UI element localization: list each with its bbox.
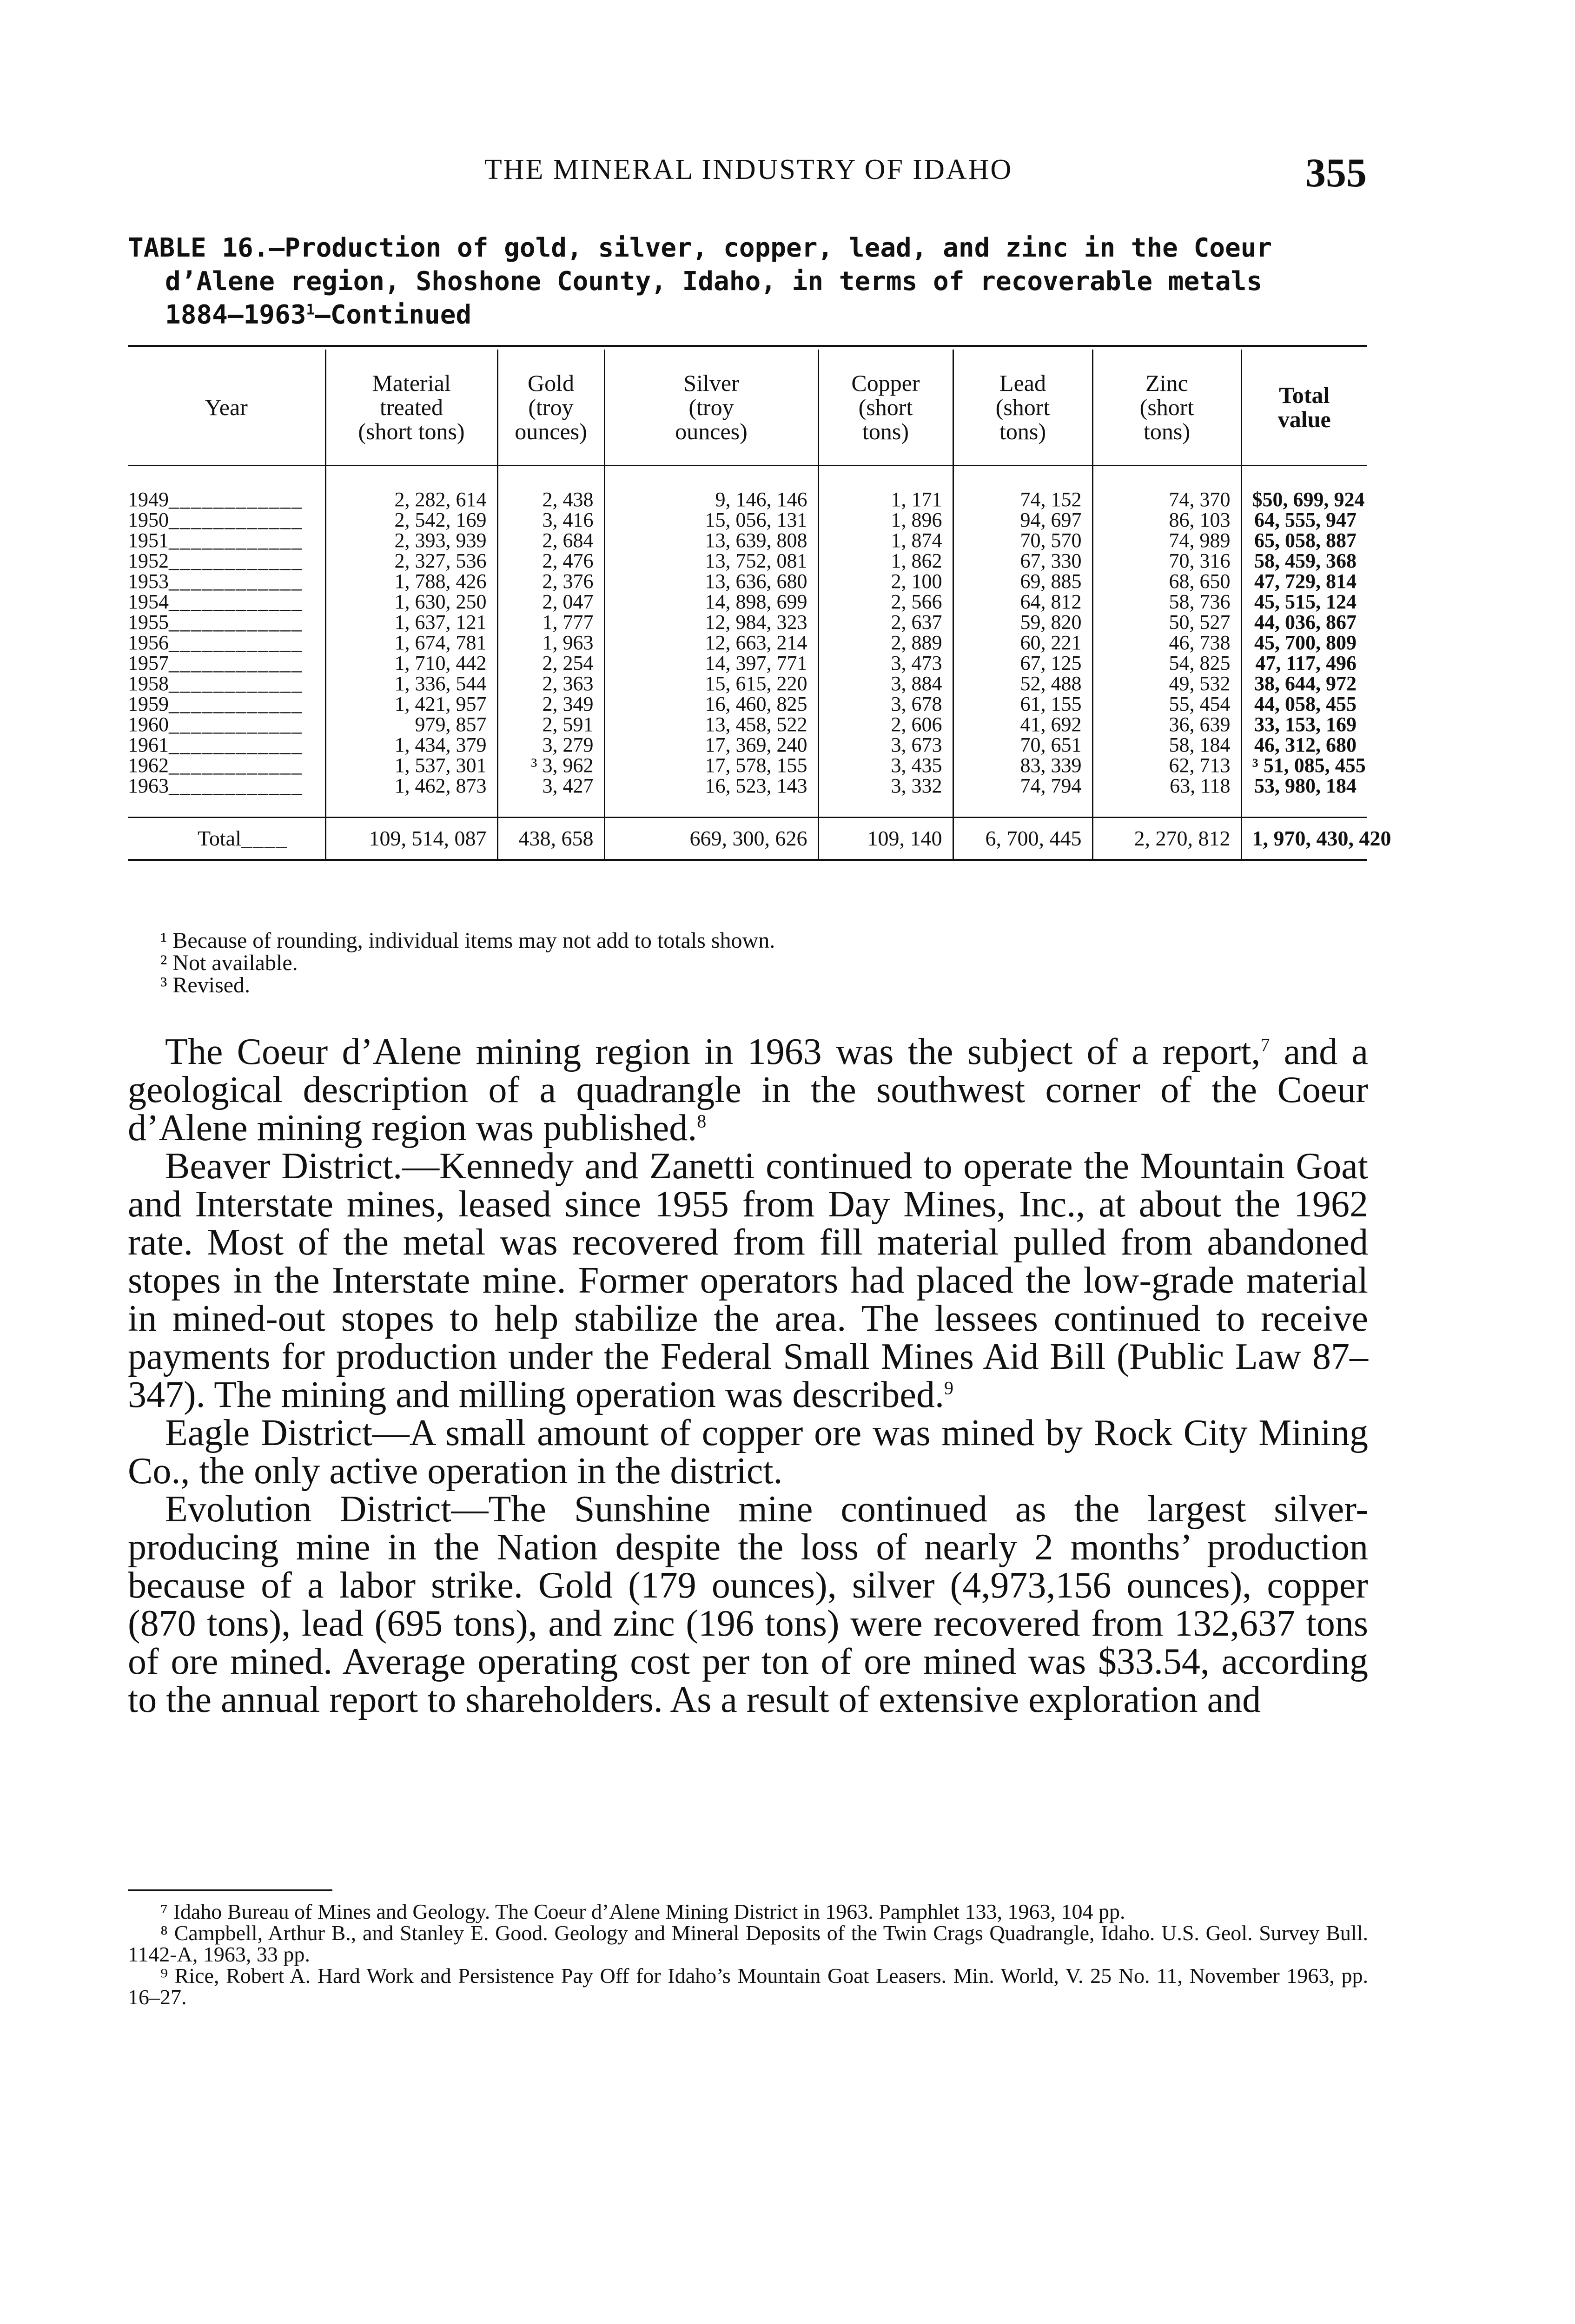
cell-silver: 12, 984, 323 <box>604 612 818 633</box>
header-lead-line: Lead <box>999 370 1046 396</box>
cell-zinc: 49, 532 <box>1092 673 1241 694</box>
dot-leader: ____________ <box>169 652 303 674</box>
cell-year <box>128 466 325 510</box>
paragraph-beaver-text: Beaver District.—Kennedy and Zanetti continued to operate the Mountain Goat and Interstate mines, leased since 1955 from Day Mines, Inc., at about the 1962 rate. Most of the metal was recovered from fill material pulled from abandoned stopes in the Interstate mine. Former operators had placed the low-grade material in mined-out stopes to help stabilize the area. The lessees continued to receive payments for production under the Federal Small Mines Aid Bill (Public Law 87–347). The mining and milling operation was described. <box>128 1146 1368 1415</box>
paragraph-report <box>128 1033 1368 1147</box>
table-row <box>128 612 1367 633</box>
table-row <box>128 653 1367 673</box>
total-total: 1, 970, 430, 420 <box>1241 818 1367 860</box>
cell-total: 46, 312, 680 <box>1241 735 1367 755</box>
cell-zinc: 70, 316 <box>1092 551 1241 571</box>
caption-footnote-mark: 1 <box>306 301 315 318</box>
header-material-line: (short tons) <box>358 418 465 444</box>
cell-copper: 3, 435 <box>818 755 953 776</box>
header-gold <box>497 350 604 466</box>
cell-material: 979, 857 <box>325 714 497 735</box>
header-material <box>325 350 497 466</box>
cell-gold: 3, 279 <box>497 735 604 755</box>
dot-leader: ____________ <box>169 590 303 613</box>
cell-total: ³ 51, 085, 455 <box>1241 755 1367 776</box>
cell-zinc: 46, 738 <box>1092 633 1241 653</box>
cell-total: 33, 153, 169 <box>1241 714 1367 735</box>
cell-silver: 16, 523, 143 <box>604 776 818 818</box>
cell-silver: 15, 615, 220 <box>604 673 818 694</box>
cell-material: 1, 434, 379 <box>325 735 497 755</box>
table-row <box>128 592 1367 612</box>
table-row <box>128 694 1367 714</box>
dot-leader: ____________ <box>169 774 303 797</box>
cell-silver: 13, 636, 680 <box>604 571 818 592</box>
cell-silver: 13, 458, 522 <box>604 714 818 735</box>
cell-gold: 2, 591 <box>497 714 604 735</box>
year-text: 1956 <box>128 631 169 654</box>
cell-gold: 2, 363 <box>497 673 604 694</box>
cell-total: 44, 058, 455 <box>1241 694 1367 714</box>
dot-leader: ____________ <box>169 549 303 572</box>
cell-total: 45, 515, 124 <box>1241 592 1367 612</box>
header-row <box>128 350 1367 466</box>
cell-zinc: 58, 736 <box>1092 592 1241 612</box>
table-note-2: ² Not available. <box>160 951 298 975</box>
cell-copper: 3, 473 <box>818 653 953 673</box>
year-text: 1958 <box>128 672 169 695</box>
cell-zinc: 50, 527 <box>1092 612 1241 633</box>
cell-copper: 1, 862 <box>818 551 953 571</box>
cell-material: 1, 710, 442 <box>325 653 497 673</box>
paragraph-report-text-2: and a geological description of a quadrangle in the southwest corner of the Coeur d’Alene mining region was published. <box>128 1031 1369 1149</box>
table-row <box>128 633 1367 653</box>
page-number: 355 <box>1305 151 1367 196</box>
dot-leader: ____________ <box>169 693 303 715</box>
header-gold-line: ounces) <box>515 418 587 444</box>
dot-leader: ____________ <box>169 754 303 777</box>
cell-zinc: 54, 825 <box>1092 653 1241 673</box>
header-year <box>128 350 325 466</box>
cell-gold: 2, 376 <box>497 571 604 592</box>
cell-year <box>128 714 325 735</box>
cell-year <box>128 571 325 592</box>
cell-gold: 3, 427 <box>497 776 604 818</box>
body-text <box>128 1033 1368 1719</box>
year-text: 1954 <box>128 590 169 613</box>
footnotes <box>128 1901 1368 2008</box>
dot-leader: ____________ <box>169 570 303 593</box>
dot-leader: ____________ <box>169 631 303 654</box>
header-silver-line: ounces) <box>675 418 748 444</box>
header-total-line: Total <box>1279 382 1330 408</box>
footnote-8: ⁸ Campbell, Arthur B., and Stanley E. Good. Geology and Mineral Deposits of the Twin Crags Quadrangle, Idaho. U.S. Geol. Survey Bull. 1142-A, 1963, 33 pp. <box>128 1921 1368 1966</box>
header-silver <box>604 350 818 466</box>
cell-lead: 74, 794 <box>953 776 1092 818</box>
cell-gold: 2, 438 <box>497 466 604 510</box>
cell-total: 47, 729, 814 <box>1241 571 1367 592</box>
cell-gold: 2, 349 <box>497 694 604 714</box>
table-notes <box>160 930 1323 997</box>
cell-year <box>128 755 325 776</box>
cell-material: 2, 327, 536 <box>325 551 497 571</box>
header-lead-line: tons) <box>999 418 1046 444</box>
cell-year <box>128 592 325 612</box>
cell-material: 1, 537, 301 <box>325 755 497 776</box>
cell-gold: ³ 3, 962 <box>497 755 604 776</box>
header-year-line: Year <box>205 394 248 420</box>
paragraph-evolution-district: Evolution District—The Sunshine mine continued as the largest silver-producing mine in the Nation despite the loss of nearly 2 months’ production because of a labor strike. Gold (179 ounces), silver (4,973,156 ounces), copper (870 tons), lead (695 tons), and zinc (196 tons) were recovered from 132,637 tons of ore mined. Average operating cost per ton of ore mined was $33.54, according to the annual report to shareholders. As a result of extensive exploration and <box>128 1489 1368 1720</box>
caption-line-1: TABLE 16.—Production of gold, silver, copper, lead, and zinc in the Coeur <box>128 233 1272 263</box>
table-row <box>128 755 1367 776</box>
caption-years: 1884–1963 <box>165 300 306 330</box>
cell-year <box>128 551 325 571</box>
cell-silver: 9, 146, 146 <box>604 466 818 510</box>
total-silver: 669, 300, 626 <box>604 818 818 860</box>
cell-silver: 17, 369, 240 <box>604 735 818 755</box>
cell-total: 47, 117, 496 <box>1241 653 1367 673</box>
year-text: 1961 <box>128 733 169 756</box>
cell-lead: 59, 820 <box>953 612 1092 633</box>
cell-total: 44, 036, 867 <box>1241 612 1367 633</box>
cell-zinc: 86, 103 <box>1092 510 1241 530</box>
year-text: 1955 <box>128 611 169 634</box>
caption-line-2: d’Alene region, Shoshone County, Idaho, in terms of recoverable metals <box>165 266 1263 297</box>
year-text: 1953 <box>128 570 169 593</box>
dot-leader: ____________ <box>169 713 303 736</box>
cell-silver: 13, 639, 808 <box>604 530 818 551</box>
header-lead <box>953 350 1092 466</box>
paragraph-beaver-district <box>128 1147 1368 1414</box>
cell-gold: 2, 254 <box>497 653 604 673</box>
year-text: 1963 <box>128 774 169 797</box>
running-head <box>130 150 1367 196</box>
cell-material: 1, 674, 781 <box>325 633 497 653</box>
table-body <box>128 466 1391 860</box>
caption-continued: —Continued <box>314 300 472 330</box>
cell-lead: 41, 692 <box>953 714 1092 735</box>
cell-year <box>128 694 325 714</box>
cell-lead: 64, 812 <box>953 592 1092 612</box>
footnote-9: ⁹ Rice, Robert A. Hard Work and Persistence Pay Off for Idaho’s Mountain Goat Leasers. Min. World, V. 25 No. 11, November 1963, pp. 16–27. <box>128 1964 1368 2009</box>
cell-zinc: 74, 989 <box>1092 530 1241 551</box>
cell-lead: 70, 570 <box>953 530 1092 551</box>
header-zinc-line: tons) <box>1144 418 1190 444</box>
footnote-ref-7: 7 <box>1260 1034 1270 1056</box>
cell-year <box>128 653 325 673</box>
table-caption <box>128 231 1369 332</box>
cell-total: 65, 058, 887 <box>1241 530 1367 551</box>
header-material-line: treated <box>379 394 443 420</box>
cell-copper: 2, 637 <box>818 612 953 633</box>
table-row <box>128 776 1367 818</box>
dot-leader: ____________ <box>169 529 303 552</box>
total-row <box>128 818 1367 860</box>
cell-copper: 3, 673 <box>818 735 953 755</box>
cell-gold: 1, 777 <box>497 612 604 633</box>
cell-silver: 15, 056, 131 <box>604 510 818 530</box>
cell-gold: 2, 047 <box>497 592 604 612</box>
cell-copper: 3, 332 <box>818 776 953 818</box>
year-text: 1957 <box>128 652 169 674</box>
year-text: 1951 <box>128 529 169 552</box>
cell-lead: 61, 155 <box>953 694 1092 714</box>
cell-lead: 69, 885 <box>953 571 1092 592</box>
table-row <box>128 714 1367 735</box>
production-table <box>128 350 1391 861</box>
cell-copper: 3, 884 <box>818 673 953 694</box>
cell-gold: 3, 416 <box>497 510 604 530</box>
cell-lead: 67, 125 <box>953 653 1092 673</box>
dot-leader: ____________ <box>169 508 303 531</box>
header-total-line: value <box>1277 406 1331 432</box>
dot-leader: ____ <box>241 826 288 850</box>
cell-total: 45, 700, 809 <box>1241 633 1367 653</box>
cell-silver: 17, 578, 155 <box>604 755 818 776</box>
cell-total: 38, 644, 972 <box>1241 673 1367 694</box>
header-lead-line: (short <box>995 394 1050 420</box>
header-copper <box>818 350 953 466</box>
footnote-ref-8: 8 <box>697 1110 707 1132</box>
cell-material: 1, 637, 121 <box>325 612 497 633</box>
dot-leader: ____________ <box>169 733 303 756</box>
table-row <box>128 571 1367 592</box>
cell-material: 2, 542, 169 <box>325 510 497 530</box>
footnote-7: ⁷ Idaho Bureau of Mines and Geology. The Coeur d’Alene Mining District in 1963. Pamphlet 133, 1963, 104 pp. <box>160 1900 1125 1923</box>
paragraph-report-text: The Coeur d’Alene mining region in 1963 was the subject of a report, <box>165 1031 1261 1072</box>
dot-leader: ____________ <box>169 488 303 511</box>
cell-material: 1, 788, 426 <box>325 571 497 592</box>
header-zinc-line: (short <box>1139 394 1194 420</box>
cell-zinc: 36, 639 <box>1092 714 1241 735</box>
table-row <box>128 673 1367 694</box>
caption-line-3 <box>128 298 1369 332</box>
dot-leader: ____________ <box>169 672 303 695</box>
header-copper-line: Copper <box>851 370 920 396</box>
cell-year <box>128 776 325 818</box>
cell-year <box>128 510 325 530</box>
year-text: 1960 <box>128 713 169 736</box>
footnote-ref-9: 9 <box>944 1377 953 1399</box>
cell-material: 1, 336, 544 <box>325 673 497 694</box>
running-title: THE MINERAL INDUSTRY OF IDAHO <box>484 154 1013 185</box>
header-copper-line: tons) <box>862 418 909 444</box>
table-row <box>128 466 1367 510</box>
cell-year <box>128 612 325 633</box>
header-zinc-line: Zinc <box>1145 370 1188 396</box>
cell-silver: 12, 663, 214 <box>604 633 818 653</box>
table-row <box>128 530 1367 551</box>
cell-lead: 70, 651 <box>953 735 1092 755</box>
cell-material: 2, 282, 614 <box>325 466 497 510</box>
cell-zinc: 68, 650 <box>1092 571 1241 592</box>
cell-gold: 2, 476 <box>497 551 604 571</box>
cell-silver: 14, 898, 699 <box>604 592 818 612</box>
cell-lead: 74, 152 <box>953 466 1092 510</box>
cell-silver: 13, 752, 081 <box>604 551 818 571</box>
cell-total: 64, 555, 947 <box>1241 510 1367 530</box>
cell-total: 53, 980, 184 <box>1241 776 1367 818</box>
dot-leader: ____________ <box>169 611 303 634</box>
cell-gold: 1, 963 <box>497 633 604 653</box>
cell-copper: 2, 100 <box>818 571 953 592</box>
table-header <box>128 350 1367 466</box>
table-note-3: ³ Revised. <box>160 973 251 997</box>
cell-zinc: 63, 118 <box>1092 776 1241 818</box>
total-zinc: 2, 270, 812 <box>1092 818 1241 860</box>
cell-material: 1, 630, 250 <box>325 592 497 612</box>
cell-year <box>128 673 325 694</box>
cell-zinc: 62, 713 <box>1092 755 1241 776</box>
year-text: 1949 <box>128 488 169 511</box>
cell-copper: 1, 896 <box>818 510 953 530</box>
year-text: 1959 <box>128 693 169 715</box>
cell-year <box>128 530 325 551</box>
header-silver-line: (troy <box>688 394 734 420</box>
year-text: 1952 <box>128 549 169 572</box>
cell-total: 58, 459, 368 <box>1241 551 1367 571</box>
header-zinc <box>1092 350 1241 466</box>
cell-lead: 60, 221 <box>953 633 1092 653</box>
cell-copper: 1, 171 <box>818 466 953 510</box>
cell-zinc: 74, 370 <box>1092 466 1241 510</box>
total-gold: 438, 658 <box>497 818 604 860</box>
cell-gold: 2, 684 <box>497 530 604 551</box>
cell-copper: 2, 566 <box>818 592 953 612</box>
cell-copper: 2, 606 <box>818 714 953 735</box>
total-label: Total <box>198 826 241 850</box>
cell-zinc: 55, 454 <box>1092 694 1241 714</box>
cell-silver: 16, 460, 825 <box>604 694 818 714</box>
table-top-rule <box>128 345 1367 347</box>
header-total <box>1241 350 1367 466</box>
cell-lead: 52, 488 <box>953 673 1092 694</box>
year-text: 1962 <box>128 754 169 777</box>
year-text: 1950 <box>128 508 169 531</box>
cell-zinc: 58, 184 <box>1092 735 1241 755</box>
table-row <box>128 735 1367 755</box>
cell-silver: 14, 397, 771 <box>604 653 818 673</box>
table-note-1: ¹ Because of rounding, individual items may not add to totals shown. <box>160 928 775 953</box>
total-material: 109, 514, 087 <box>325 818 497 860</box>
cell-lead: 83, 339 <box>953 755 1092 776</box>
header-gold-line: (troy <box>528 394 574 420</box>
cell-material: 1, 421, 957 <box>325 694 497 714</box>
table-row <box>128 551 1367 571</box>
header-copper-line: (short <box>858 394 913 420</box>
cell-material: 2, 393, 939 <box>325 530 497 551</box>
cell-total: $50, 699, 924 <box>1241 466 1367 510</box>
paragraph-eagle-district: Eagle District—A small amount of copper ore was mined by Rock City Mining Co., the only active operation in the district. <box>128 1413 1368 1492</box>
table-row <box>128 510 1367 530</box>
cell-copper: 2, 889 <box>818 633 953 653</box>
cell-year <box>128 735 325 755</box>
header-gold-line: Gold <box>528 370 574 396</box>
total-copper: 109, 140 <box>818 818 953 860</box>
cell-total-label <box>128 818 325 860</box>
cell-copper: 3, 678 <box>818 694 953 714</box>
header-silver-line: Silver <box>683 370 739 396</box>
cell-lead: 94, 697 <box>953 510 1092 530</box>
cell-material: 1, 462, 873 <box>325 776 497 818</box>
cell-lead: 67, 330 <box>953 551 1092 571</box>
total-lead: 6, 700, 445 <box>953 818 1092 860</box>
cell-year <box>128 633 325 653</box>
header-material-line: Material <box>372 370 451 396</box>
footnote-rule <box>128 1889 332 1891</box>
cell-copper: 1, 874 <box>818 530 953 551</box>
